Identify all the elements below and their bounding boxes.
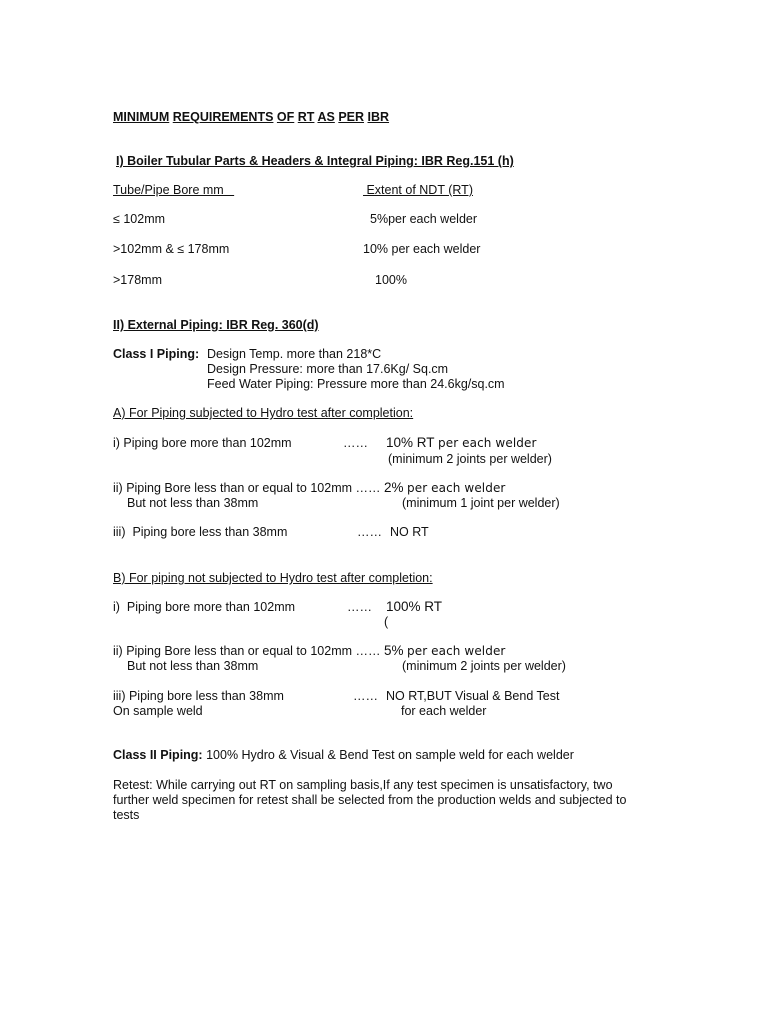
partA-ii-sub: But not less than 38mm [127,496,259,510]
partA-iii-value: NO RT [390,525,429,539]
retest-paragraph: Retest: While carrying out RT on sampling basis,If any test specimen is unsatisfactory, two further weld specimen for retest shall be selected from the production welds and subjected to tests [113,778,627,822]
partB-iii-value: NO RT,BUT Visual & Bend Test [386,689,560,703]
partB-ii-value: 5% per each welder [384,643,506,658]
class1-line-2: Design Pressure: more than 17.6Kg/ Sq.cm [207,362,449,376]
row2-extent: 10% per each welder [363,242,481,256]
partA-i-dots: …… [343,436,368,450]
partA-iii-text: iii) Piping bore less than 38mm [113,525,288,539]
class2-line: Class II Piping: 100% Hydro & Visual & Bend Test on sample weld for each welder [113,748,574,762]
partB-iii-dots: …… [353,689,378,703]
partB-ii-note: (minimum 2 joints per welder) [402,659,566,673]
row1-extent: 5%per each welder [370,212,478,226]
partB-i-text: i) Piping bore more than 102mm [113,600,296,614]
partA-heading: A) For Piping subjected to Hydro test after completion: [113,406,414,420]
col2-header: Extent of NDT (RT) [363,183,473,197]
partA-i-value: 10% RT per each welder [386,435,537,450]
section2-heading: II) External Piping: IBR Reg. 360(d) [113,318,319,332]
partB-ii-sub: But not less than 38mm [127,659,259,673]
partA-ii-note: (minimum 1 joint per welder) [402,496,560,510]
partB-iii-text: iii) Piping bore less than 38mm [113,689,284,703]
partA-ii-text: ii) Piping Bore less than or equal to 102mm …… [113,481,381,495]
class1-line-3: Feed Water Piping: Pressure more than 24.6kg/sq.cm [207,377,505,391]
partB-i-value: 100% RT [386,599,443,614]
partB-i-dots: …… [347,600,372,614]
col1-header: Tube/Pipe Bore mm [113,183,235,197]
row3-bore: >178mm [113,273,162,287]
partB-iii-sub: On sample weld [113,704,203,718]
row1-bore: ≤ 102mm [113,212,166,226]
class1-line-1: Design Temp. more than 218*C [207,347,382,361]
partB-i-note: ( [384,615,389,629]
partA-i-text: i) Piping bore more than 102mm [113,436,292,450]
class1-label: Class I Piping: [113,347,200,361]
document-title: MINIMUM REQUIREMENTS OF RT AS PER IBR [113,110,390,124]
partB-ii-text: ii) Piping Bore less than or equal to 102mm …… [113,644,381,658]
row3-extent: 100% [375,273,407,287]
row2-bore: >102mm & ≤ 178mm [113,242,230,256]
section1-heading: I) Boiler Tubular Parts & Headers & Integral Piping: IBR Reg.151 (h) [116,154,514,168]
partB-heading: B) For piping not subjected to Hydro test after completion: [113,571,433,585]
partA-iii-dots: …… [357,525,382,539]
partA-ii-value: 2% per each welder [384,480,506,495]
partB-iii-note: for each welder [401,704,487,718]
partA-i-note: (minimum 2 joints per welder) [388,452,552,466]
